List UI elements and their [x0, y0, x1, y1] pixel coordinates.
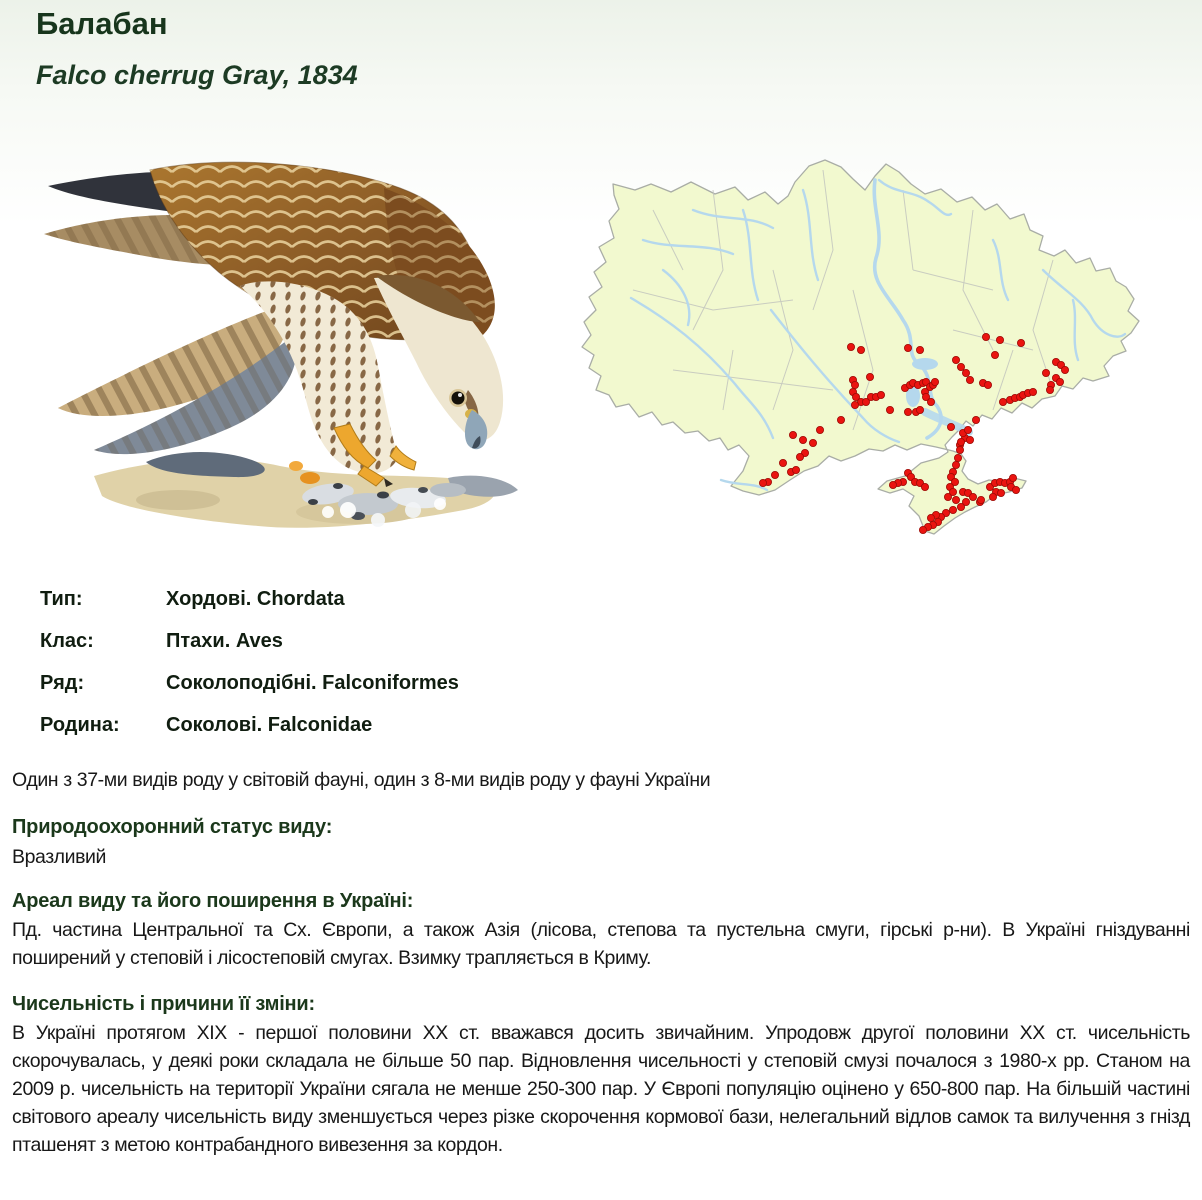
distribution-dot	[816, 426, 823, 433]
distribution-dot	[877, 391, 884, 398]
distribution-dot	[982, 333, 989, 340]
distribution-dot	[889, 481, 896, 488]
falcon-tail	[58, 306, 296, 454]
distribution-dot	[916, 406, 923, 413]
taxonomy-value: Соколові. Falconidae	[166, 714, 373, 736]
distribution-dot	[1056, 378, 1063, 385]
falcon-eye	[452, 392, 465, 405]
distribution-dot	[919, 526, 926, 533]
section-heading-range: Ареал виду та його поширення в Україні:	[12, 890, 414, 912]
page-title: Балабан	[36, 6, 168, 41]
distribution-dot	[949, 506, 956, 513]
taxonomy-label: Родина:	[40, 714, 120, 736]
distribution-dot	[904, 408, 911, 415]
taxonomy-label: Клас:	[40, 630, 94, 652]
distribution-dot	[837, 416, 844, 423]
distribution-dot	[1046, 386, 1053, 393]
distribution-dot	[1042, 369, 1049, 376]
distribution-dot	[964, 426, 971, 433]
distribution-dot	[886, 406, 893, 413]
distribution-dot	[799, 436, 806, 443]
distribution-dot	[792, 466, 799, 473]
distribution-dot	[957, 363, 964, 370]
distribution-dot	[866, 373, 873, 380]
distribution-dot	[789, 431, 796, 438]
distribution-dot	[957, 438, 964, 445]
distribution-dot	[966, 376, 973, 383]
taxonomy-table	[40, 585, 459, 739]
distribution-dot	[977, 496, 984, 503]
distribution-dot	[1012, 486, 1019, 493]
distribution-dot	[944, 493, 951, 500]
distribution-dot	[954, 454, 961, 461]
taxonomy-value: Хордові. Chordata	[166, 588, 345, 610]
distribution-dot	[796, 453, 803, 460]
section-heading-status: Природоохоронний статус виду:	[12, 816, 333, 838]
distribution-dot	[851, 381, 858, 388]
distribution-dot	[927, 514, 934, 521]
distribution-dot	[999, 398, 1006, 405]
falcon-svg	[28, 160, 540, 560]
distribution-dot	[927, 398, 934, 405]
distribution-dot	[759, 479, 766, 486]
distribution-dot	[1009, 474, 1016, 481]
distribution-dot	[966, 436, 973, 443]
distribution-map	[573, 150, 1165, 570]
section-body-status: Вразливий	[12, 846, 107, 868]
distribution-dot	[952, 356, 959, 363]
section-body-range: Пд. частина Центральної та Сх. Європи, а також Азія (лісова, степова та пустельна смуги, гірські р-ни). В Україні гніздуванні поширений у степовій і лісостеповій смугах. Взимку трапляється в Криму.	[12, 919, 1190, 969]
distribution-dot	[956, 446, 963, 453]
distribution-dot	[962, 369, 969, 376]
distribution-dot	[809, 439, 816, 446]
distribution-dot	[847, 343, 854, 350]
distribution-dot	[771, 471, 778, 478]
distribution-dot	[997, 489, 1004, 496]
taxonomy-value: Соколоподібні. Falconiformes	[166, 672, 459, 694]
distribution-dot	[904, 344, 911, 351]
distribution-dot	[991, 351, 998, 358]
taxonomy-value: Птахи. Aves	[166, 630, 283, 652]
section-heading-population: Чисельність і причини її зміни:	[12, 993, 315, 1015]
distribution-dot	[1017, 339, 1024, 346]
distribution-dot	[921, 483, 928, 490]
distribution-dot	[1029, 388, 1036, 395]
distribution-dot	[857, 346, 864, 353]
distribution-dot	[952, 496, 959, 503]
distribution-dot	[1061, 366, 1068, 373]
falcon-illustration	[28, 160, 540, 560]
distribution-dot	[984, 381, 991, 388]
distribution-dot	[957, 503, 964, 510]
distribution-dot	[969, 493, 976, 500]
distribution-dot	[916, 346, 923, 353]
distribution-dot	[851, 401, 858, 408]
taxonomy-label: Ряд:	[40, 672, 85, 694]
taxonomy-label: Тип:	[40, 588, 83, 610]
map-svg	[573, 150, 1165, 570]
section-body-population: В Україні протягом XIX - першої половини XX ст. вважався досить звичайним. Упродовж другої половини XX ст. чисельність скорочувалась, у деякі роки складала не більше 50 пар. Відновлення чисельності у степовій смузі почалося з 1980-х рр. Станом на 2009 р. чисельність на території України сягала не менше 250-300 пар. У Європі популяцію оцінено у 650-800 пар. На більшій частині світового ареалу чисельність виду зменшується через різке скорочення кормової бази, нелегальний відлов самок та вилучення з гнізд пташенят з метою контрабандного вивезення за кордон.	[12, 1022, 1190, 1156]
distribution-dot	[972, 416, 979, 423]
intro-line: Один з 37-ми видів роду у світовій фауні, один з 8-ми видів роду у фауні України	[12, 769, 711, 791]
scientific-name: Falco cherrug Gray, 1834	[36, 60, 358, 90]
distribution-dot	[779, 459, 786, 466]
distribution-dot	[947, 423, 954, 430]
distribution-dot	[931, 378, 938, 385]
distribution-dot	[996, 336, 1003, 343]
distribution-dot	[952, 461, 959, 468]
distribution-dot	[989, 493, 996, 500]
